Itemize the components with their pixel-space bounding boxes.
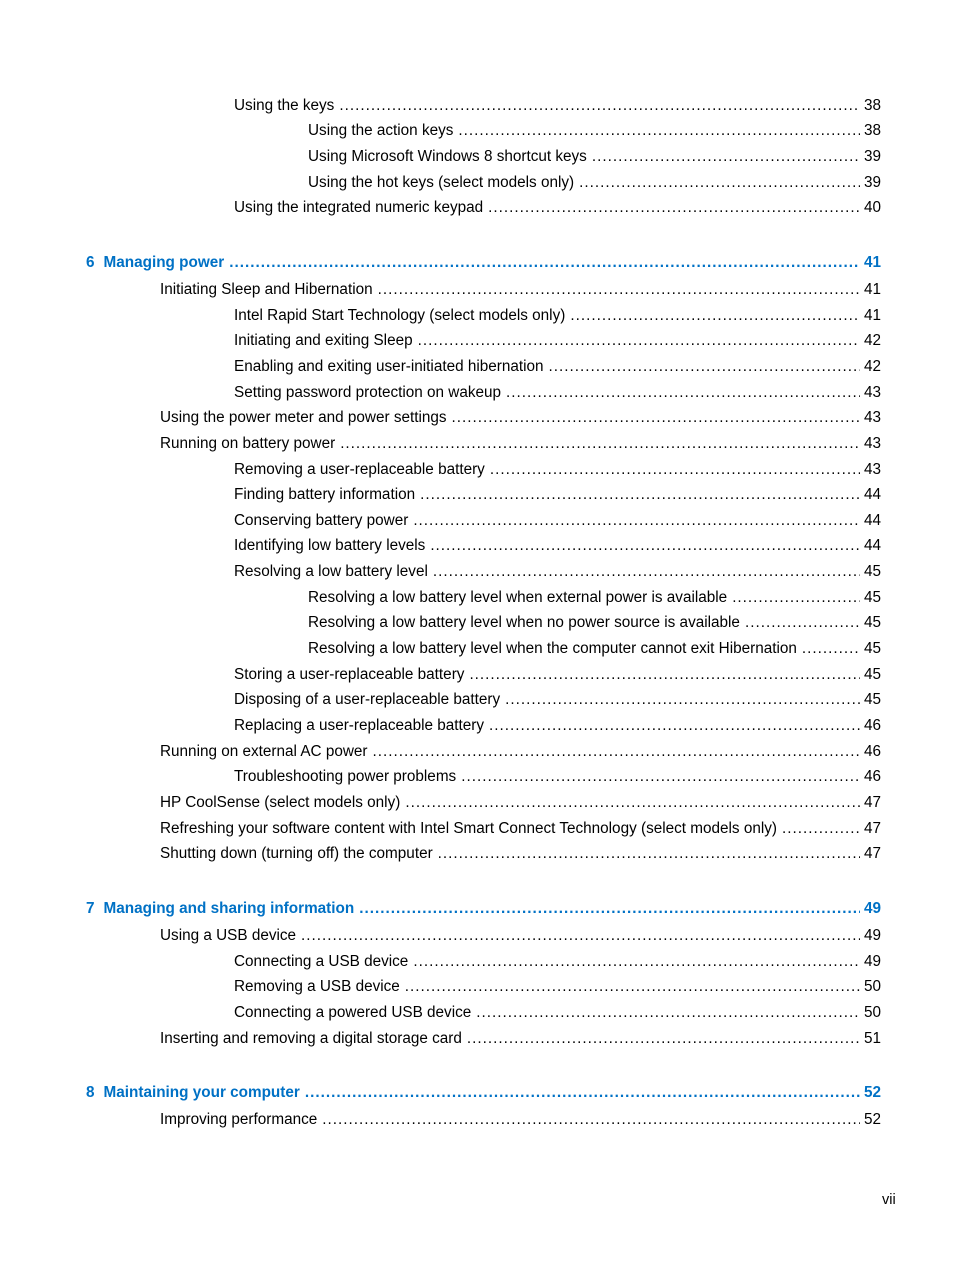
- toc-chapter-6[interactable]: [86, 252, 881, 274]
- toc-entry-page: 50: [863, 978, 881, 995]
- dot-leader: [359, 898, 860, 920]
- toc-entry[interactable]: [160, 741, 881, 763]
- dot-leader: [732, 587, 860, 609]
- toc-entry-title: Resolving a low battery level when no power source is available: [308, 614, 740, 631]
- toc-entry[interactable]: [160, 279, 881, 301]
- dot-leader: [505, 689, 860, 711]
- dot-leader: [461, 766, 860, 788]
- toc-entry-page: 41: [863, 254, 881, 271]
- dot-leader: [745, 612, 860, 634]
- dot-leader: [469, 664, 860, 686]
- toc-entry-title: Inserting and removing a digital storage card: [160, 1030, 462, 1047]
- dot-leader: [438, 843, 860, 865]
- toc-entry[interactable]: [160, 1028, 881, 1050]
- toc-entry-title: Shutting down (turning off) the computer: [160, 845, 433, 862]
- toc-entry[interactable]: [234, 356, 881, 378]
- toc-entry-title: Initiating and exiting Sleep: [234, 332, 413, 349]
- dot-leader: [489, 715, 860, 737]
- dot-leader: [418, 330, 860, 352]
- toc-entry[interactable]: [234, 382, 881, 404]
- dot-leader: [340, 433, 860, 455]
- toc-entry-page: 45: [863, 640, 881, 657]
- dot-leader: [322, 1109, 860, 1131]
- toc-entry-page: 47: [863, 845, 881, 862]
- toc-entry[interactable]: [308, 612, 881, 634]
- toc-entry-title: Resolving a low battery level when external power is available: [308, 589, 728, 606]
- dot-leader: [549, 356, 860, 378]
- toc-entry-page: 38: [863, 122, 881, 139]
- chapter-number: 8: [86, 1084, 95, 1101]
- toc-entry-page: 45: [863, 614, 881, 631]
- toc-entry-title: Using the action keys: [308, 122, 454, 139]
- toc-entry-page: 45: [863, 691, 881, 708]
- chapter-number: 6: [86, 254, 95, 271]
- dot-leader: [458, 120, 860, 142]
- toc-entry[interactable]: [308, 120, 881, 142]
- toc-entry[interactable]: [234, 197, 881, 219]
- toc-entry[interactable]: [234, 715, 881, 737]
- toc-entry-page: 38: [863, 97, 881, 114]
- toc-entry-page: 49: [863, 927, 881, 944]
- toc-entry-page: 42: [863, 358, 881, 375]
- dot-leader: [592, 146, 860, 168]
- dot-leader: [405, 792, 860, 814]
- toc-entry-page: 43: [863, 384, 881, 401]
- toc-entry-title: Resolving a low battery level when the computer cannot exit Hibernation: [308, 640, 797, 657]
- toc-entry-title: Conserving battery power: [234, 512, 409, 529]
- toc-entry-title: Maintaining your computer: [103, 1084, 300, 1101]
- toc-entry[interactable]: [234, 484, 881, 506]
- toc-entry-title: Running on battery power: [160, 435, 336, 452]
- toc-entry-page: 44: [863, 512, 881, 529]
- toc-entry-title: Intel Rapid Start Technology (select models only): [234, 307, 566, 324]
- dot-leader: [570, 305, 860, 327]
- toc-chapter-7[interactable]: [86, 898, 881, 920]
- toc-entry-title: HP CoolSense (select models only): [160, 794, 401, 811]
- toc-entry-page: 46: [863, 768, 881, 785]
- toc-entry[interactable]: [234, 535, 881, 557]
- dot-leader: [433, 561, 860, 583]
- toc-entry-title: Enabling and exiting user-initiated hibernation: [234, 358, 544, 375]
- toc-entry-page: 39: [863, 174, 881, 191]
- dot-leader: [802, 638, 860, 660]
- toc-entry-title: Using the keys: [234, 97, 335, 114]
- toc-entry-page: 44: [863, 537, 881, 554]
- dot-leader: [452, 407, 860, 429]
- toc-entry[interactable]: [234, 561, 881, 583]
- toc-entry-page: 49: [863, 953, 881, 970]
- toc-entry-page: 39: [863, 148, 881, 165]
- toc-entry[interactable]: [234, 689, 881, 711]
- toc-entry[interactable]: [308, 638, 881, 660]
- toc-entry[interactable]: [234, 951, 881, 973]
- dot-leader: [378, 279, 860, 301]
- toc-entry-page: 40: [863, 199, 881, 216]
- toc-entry-page: 41: [863, 307, 881, 324]
- toc-entry-title: Using the hot keys (select models only): [308, 174, 575, 191]
- toc-entry-title: Resolving a low battery level: [234, 563, 428, 580]
- toc-entry-page: 43: [863, 461, 881, 478]
- toc-entry-title: Connecting a powered USB device: [234, 1004, 472, 1021]
- toc-entry[interactable]: [160, 818, 881, 840]
- toc-entry[interactable]: [234, 95, 881, 117]
- toc-entry[interactable]: [160, 1109, 881, 1131]
- toc-entry-page: 49: [863, 900, 881, 917]
- toc-entry-page: 43: [863, 435, 881, 452]
- toc-entry-page: 45: [863, 666, 881, 683]
- toc-entry-title: Using a USB device: [160, 927, 297, 944]
- dot-leader: [339, 95, 860, 117]
- toc-entry[interactable]: [234, 510, 881, 532]
- toc-entry-page: 47: [863, 794, 881, 811]
- toc-entry[interactable]: [308, 172, 881, 194]
- toc-entry[interactable]: [308, 146, 881, 168]
- toc-entry[interactable]: [160, 843, 881, 865]
- dot-leader: [782, 818, 860, 840]
- toc-entry-title: Replacing a user-replaceable battery: [234, 717, 484, 734]
- toc-entry[interactable]: [234, 766, 881, 788]
- toc-entry[interactable]: [234, 664, 881, 686]
- dot-leader: [490, 459, 860, 481]
- toc-entry-title: Finding battery information: [234, 486, 416, 503]
- toc-entry[interactable]: [234, 305, 881, 327]
- toc-entry-page: 51: [863, 1030, 881, 1047]
- toc-entry-page: 46: [863, 743, 881, 760]
- toc-entry-title: Using the integrated numeric keypad: [234, 199, 484, 216]
- toc-entry-title: Initiating Sleep and Hibernation: [160, 281, 373, 298]
- dot-leader: [579, 172, 860, 194]
- toc-chapter-8[interactable]: [86, 1082, 881, 1104]
- toc-entry-title: Managing power: [103, 254, 225, 271]
- toc-entry-title: Running on external AC power: [160, 743, 368, 760]
- dot-leader: [305, 1082, 860, 1104]
- toc-entry[interactable]: [234, 330, 881, 352]
- toc-entry-title: Troubleshooting power problems: [234, 768, 457, 785]
- toc-entry-title: Improving performance: [160, 1111, 318, 1128]
- toc-entry-page: 45: [863, 563, 881, 580]
- dot-leader: [301, 925, 860, 947]
- toc-entry[interactable]: [308, 587, 881, 609]
- dot-leader: [229, 252, 860, 274]
- toc-entry-page: 43: [863, 409, 881, 426]
- toc-entry-page: 44: [863, 486, 881, 503]
- toc-entry-page: 50: [863, 1004, 881, 1021]
- dot-leader: [405, 976, 860, 998]
- toc-entry[interactable]: [160, 407, 881, 429]
- dot-leader: [488, 197, 860, 219]
- toc-entry-title: Storing a user-replaceable battery: [234, 666, 465, 683]
- dot-leader: [476, 1002, 860, 1024]
- toc-entry-title: Refreshing your software content with Intel Smart Connect Technology (select models only): [160, 820, 777, 837]
- dot-leader: [467, 1028, 860, 1050]
- page-number: vii: [882, 1192, 896, 1208]
- toc-entry-page: 47: [863, 820, 881, 837]
- toc-entry[interactable]: [160, 433, 881, 455]
- toc-entry-title: Connecting a USB device: [234, 953, 409, 970]
- toc-entry[interactable]: [234, 1002, 881, 1024]
- toc-entry-title: Identifying low battery levels: [234, 537, 426, 554]
- dot-leader: [506, 382, 860, 404]
- toc-entry-page: 46: [863, 717, 881, 734]
- toc-entry-page: 52: [863, 1111, 881, 1128]
- dot-leader: [413, 510, 860, 532]
- dot-leader: [413, 951, 860, 973]
- toc-entry-title: Setting password protection on wakeup: [234, 384, 502, 401]
- toc-entry[interactable]: [160, 925, 881, 947]
- toc-entry-title: Managing and sharing information: [103, 900, 355, 917]
- toc-entry-title: Removing a user-replaceable battery: [234, 461, 485, 478]
- toc-entry-page: 42: [863, 332, 881, 349]
- toc-entry-title: Using Microsoft Windows 8 shortcut keys: [308, 148, 587, 165]
- toc-entry-page: 52: [863, 1084, 881, 1101]
- dot-leader: [373, 741, 860, 763]
- toc-entry-title: Disposing of a user-replaceable battery: [234, 691, 501, 708]
- dot-leader: [420, 484, 860, 506]
- toc-entry-title: Removing a USB device: [234, 978, 400, 995]
- toc-entry[interactable]: [234, 459, 881, 481]
- dot-leader: [430, 535, 860, 557]
- toc-entry[interactable]: [160, 792, 881, 814]
- toc-entry[interactable]: [234, 976, 881, 998]
- toc-entry-title: Using the power meter and power settings: [160, 409, 447, 426]
- toc-entry-page: 45: [863, 589, 881, 606]
- toc-entry-page: 41: [863, 281, 881, 298]
- chapter-number: 7: [86, 900, 95, 917]
